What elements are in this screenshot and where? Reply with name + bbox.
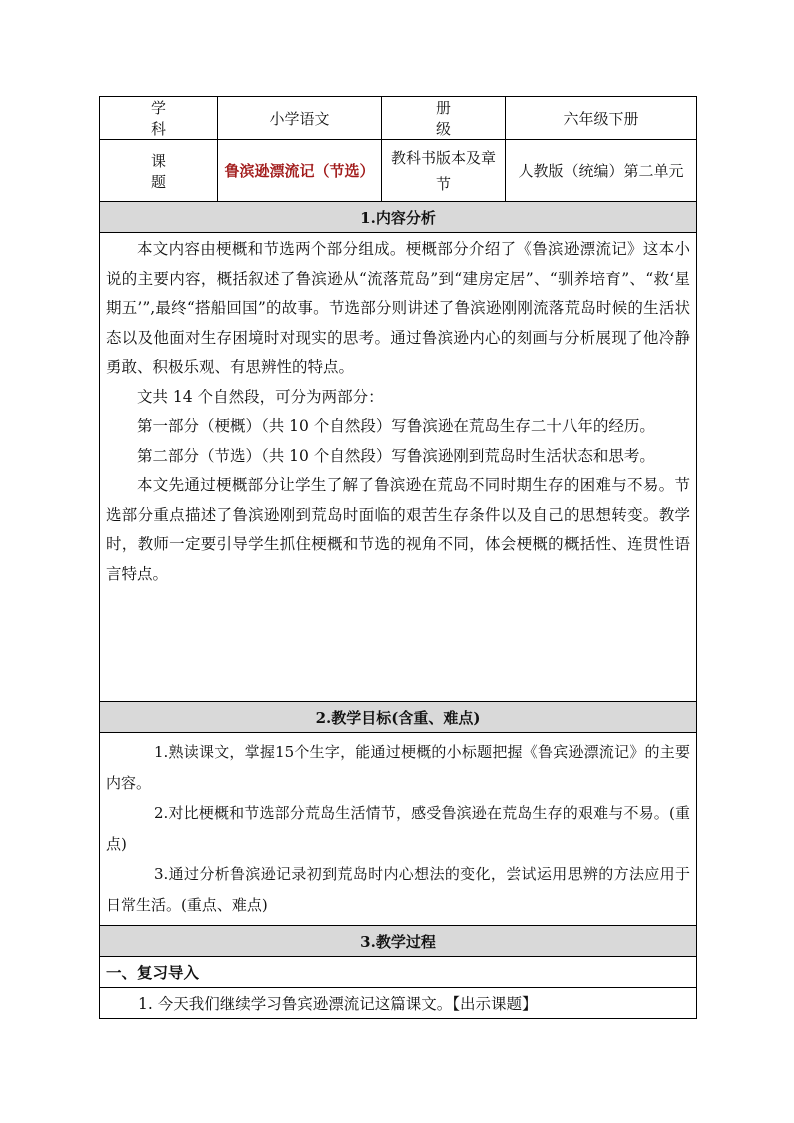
content-paragraph: 第一部分（梗概）（共 10 个自然段）写鲁滨逊在荒岛生存二十八年的经历。	[137, 417, 655, 435]
content-paragraph: 文共 14 个自然段，可分为两部分：	[137, 387, 384, 406]
process-item-text: 1. 今天我们继续学习鲁宾逊漂流记这篇课文。【出示课题】	[100, 988, 697, 1019]
volume-value: 六年级下册	[506, 97, 697, 140]
volume-label: 册级	[382, 97, 506, 140]
lesson-plan-table	[99, 96, 697, 1019]
goal-item: 2.对比梗概和节选部分荒岛生活情节，感受鲁滨逊在荒岛生存的艰难与不易。(重点)	[106, 804, 690, 853]
header-row-subject	[100, 97, 697, 140]
content-paragraph: 本文先通过梗概部分让学生了解了鲁滨逊在荒岛不同时期生存的困难与不易。节选部分重点描述了鲁滨逊刚到荒岛时面临的艰苦生存条件以及自己的思想转变。教学时，教师一定要引导学生抓住梗概和节选的视角不同，体会梗概的概括性、连贯性语言特点。	[106, 476, 690, 583]
section-process-heading-row	[100, 926, 697, 957]
edition-label: 教科书版本及章节	[382, 140, 506, 202]
section-content-analysis-heading-row	[100, 202, 697, 233]
section-heading-teaching-process: 3.教学过程	[100, 926, 697, 957]
process-part-title: 一、复习导入	[100, 957, 697, 988]
section-goals-heading-row	[100, 702, 697, 733]
goal-item: 1.熟读课文，掌握15个生字，能通过梗概的小标题把握《鲁宾逊漂流记》的主要内容。	[106, 743, 690, 792]
edition-value: 人教版（统编）第二单元	[506, 140, 697, 202]
content-paragraph: 本文内容由梗概和节选两个部分组成。梗概部分介绍了《鲁滨逊漂流记》这本小说的主要内容，概括叙述了鲁滨逊从“流落荒岛”到“建房定居”、“驯养培育”、“救‘星期五’”,最终“搭船回国”的故事。节选部分则讲述了鲁滨逊刚刚流落荒岛时候的生活状态以及他面对生存困境时对现实的思考。通过鲁滨逊内心的刻画与分析展现了他冷静勇敢、积极乐观、有思辨性的特点。	[106, 240, 690, 376]
process-part-row	[100, 957, 697, 988]
content-analysis-text	[100, 233, 697, 702]
header-row-topic	[100, 140, 697, 202]
process-item-row	[100, 988, 697, 1019]
goal-item: 3.通过分析鲁滨逊记录初到荒岛时内心想法的变化，尝试运用思辨的方法应用于日常生活。(重点、难点)	[106, 865, 690, 914]
topic-value: 鲁滨逊漂流记（节选）	[218, 140, 382, 202]
section-goals-body-row	[100, 733, 697, 926]
section-heading-teaching-goals: 2.教学目标(含重、难点)	[100, 702, 697, 733]
content-paragraph: 第二部分（节选）（共 10 个自然段）写鲁滨逊刚到荒岛时生活状态和思考。	[137, 446, 655, 465]
section-content-analysis-body-row	[100, 233, 697, 702]
subject-value: 小学语文	[218, 97, 382, 140]
teaching-goals-text	[100, 733, 697, 926]
section-heading-content-analysis: 1.内容分析	[100, 202, 697, 233]
subject-label: 学科	[100, 97, 218, 140]
topic-label: 课题	[100, 140, 218, 202]
